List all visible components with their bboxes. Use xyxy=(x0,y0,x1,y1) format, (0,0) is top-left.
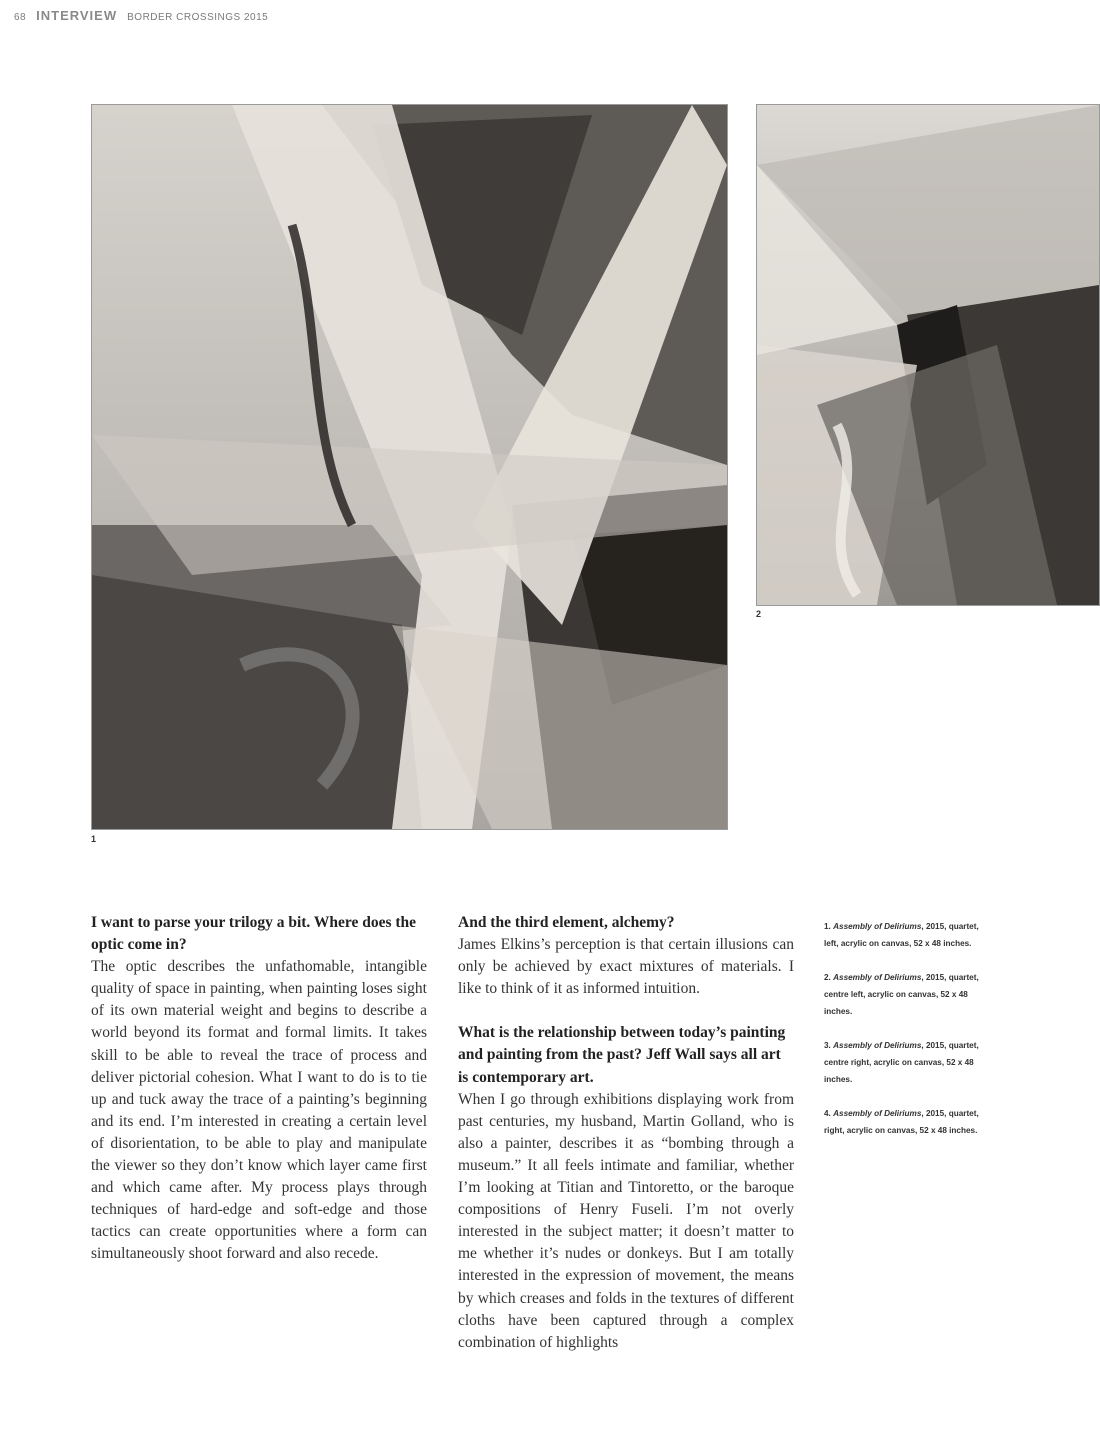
figure-number-1: 1 xyxy=(91,834,97,844)
interview-answer: James Elkins’s perception is that certain illusions can only be achieved by exact mixtures of materials. I like to think of it as informed intuition. xyxy=(458,936,794,998)
text-column-middle xyxy=(458,912,794,1354)
caption-3: 3. Assembly of Deliriums, 2015, quartet, centre right, acrylic on canvas, 52 x 48 inches. xyxy=(824,1041,979,1084)
caption-1: 1. Assembly of Deliriums, 2015, quartet, left, acrylic on canvas, 52 x 48 inches. xyxy=(824,922,979,948)
text-column-left xyxy=(91,912,427,1266)
figure-number-2: 2 xyxy=(756,609,762,619)
interview-answer: When I go through exhibitions displaying work from past centuries, my husband, Martin Golland, who is also a painter, describes it as “bombing through a museum.” It all feels intimate and familiar, whether I’m looking at Titian and Tintoretto, or the baroque compositions of Henry Fuseli. I’m not overly interested in the subject matter; it doesn’t matter to me whether it’s nudes or donkeys. But I am totally interested in the expression of movement, the means by which creases and folds in the textures of different cloths have been captured through a complex combination of highlights xyxy=(458,1090,794,1351)
interview-question: What is the relationship between today’s painting and painting from the past? Jeff Wall says all art is contemporary art. xyxy=(458,1024,786,1086)
caption-2: 2. Assembly of Deliriums, 2015, quartet, centre left, acrylic on canvas, 52 x 48 inches. xyxy=(824,973,979,1016)
artwork-1-image xyxy=(91,104,728,830)
publication-title: BORDER CROSSINGS 2015 xyxy=(127,12,269,23)
interview-question: I want to parse your trilogy a bit. Where does the optic come in? xyxy=(91,914,417,954)
figure-captions xyxy=(824,918,994,1156)
page-number: 68 xyxy=(14,12,27,23)
running-head xyxy=(14,8,268,23)
interview-question: And the third element, alchemy? xyxy=(458,914,675,931)
artwork-2-image xyxy=(756,104,1100,606)
section-title: INTERVIEW xyxy=(36,8,118,23)
caption-4: 4. Assembly of Deliriums, 2015, quartet, right, acrylic on canvas, 52 x 48 inches. xyxy=(824,1109,979,1135)
interview-answer: The optic describes the unfathomable, intangible quality of space in painting, when painting loses sight of its own material weight and begins to describe a world beyond its format and formal limits. It takes skill to be able to reveal the trace of process and deliver pictorial cohesion. What I want to do is to tie up and tuck away the trace of a painting’s beginning and its end. I’m interested in creating a certain level of disorientation, to be able to play and manipulate the viewer so they don’t know which layer came first and which came after. My process plays through techniques of hard-edge and soft-edge and those tactics can create opportunities where a form can simultaneously shoot forward and also recede. xyxy=(91,958,427,1263)
